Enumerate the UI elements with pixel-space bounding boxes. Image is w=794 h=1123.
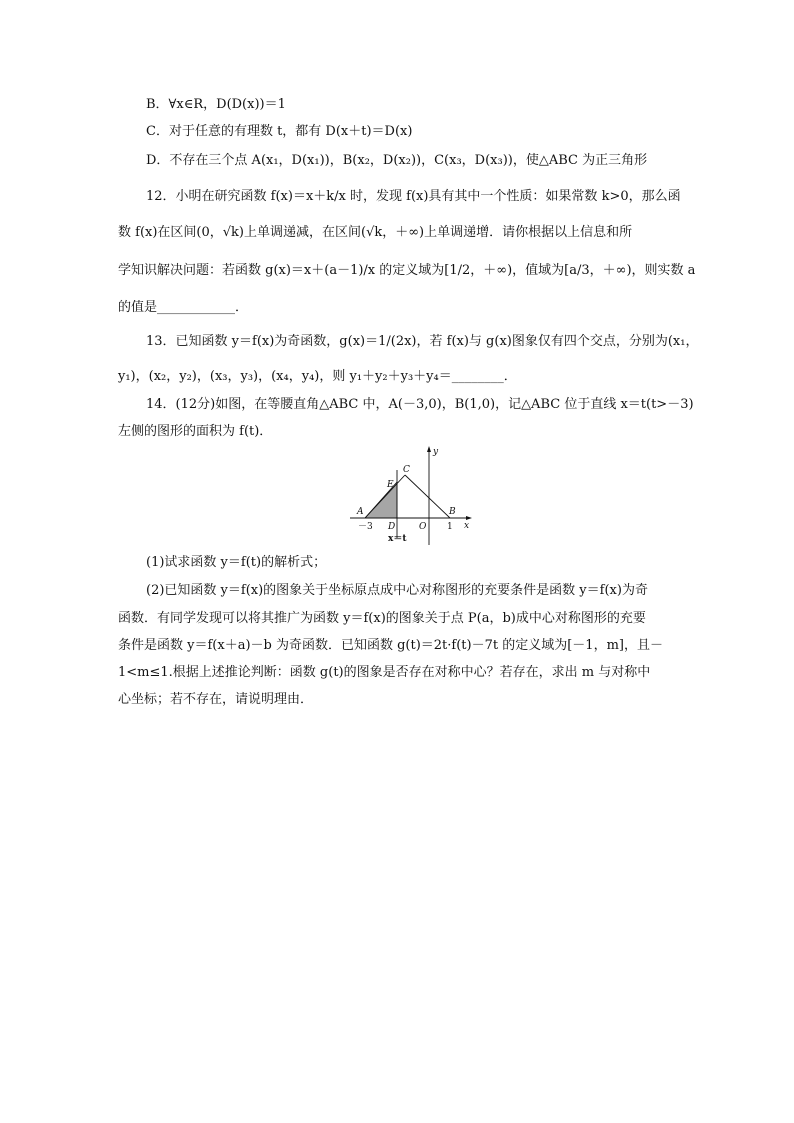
label-d: D: [388, 522, 396, 532]
triangle-figure: [350, 442, 480, 547]
label-c: C: [403, 465, 410, 475]
q14-part2-line-1: (2)已知函数 y＝f(x)的图象关于坐标原点成中心对称图形的充要条件是函数 y＝f(x)为奇: [146, 583, 648, 598]
q14-part2-line-5: 心坐标；若不存在，请说明理由．: [118, 692, 314, 707]
option-b: B．∀x∈R，D(D(x))＝1: [146, 97, 286, 112]
q13-line-2: y₁)，(x₂，y₂)，(x₃，y₃)，(x₄，y₄)，则 y₁＋y₂＋y₃＋y₄＝________．: [118, 369, 517, 384]
x-axis-arrow: [466, 516, 472, 520]
label-x-equals-t: x＝t: [388, 534, 407, 544]
q14-part1: (1)试求函数 y＝f(t)的解析式；: [146, 555, 327, 570]
q14-line-2: 左侧的图形的面积为 f(t)．: [118, 424, 273, 439]
q14-part2-line-4: 1<m≤1.根据上述推论判断：函数 g(t)的图象是否存在对称中心？若存在，求出 m 与对称中: [118, 665, 651, 680]
q13-line-1: 13．已知函数 y＝f(x)为奇函数，g(x)＝1/(2x)，若 f(x)与 g(x)图象仅有四个交点，分别为(x₁，: [146, 334, 699, 349]
label-e: E: [387, 480, 394, 490]
tick-1: 1: [447, 522, 453, 532]
label-b: B: [449, 507, 456, 517]
label-o: O: [419, 522, 427, 532]
label-x: x: [464, 521, 470, 531]
q14-part2-line-3: 条件是函数 y＝f(x＋a)－b 为奇函数．已知函数 g(t)＝2t·f(t)－7t 的定义域为[－1，m]，且－: [118, 638, 663, 653]
q12-line-4: 的值是____________．: [118, 300, 249, 315]
q14-part2-line-2: 函数．有同学发现可以将其推广为函数 y＝f(x)的图象关于点 P(a，b)成中心对称图形的充要: [118, 611, 646, 626]
option-c: C．对于任意的有理数 t，都有 D(x＋t)＝D(x): [146, 124, 413, 139]
q12-line-3: 学知识解决问题：若函数 g(x)＝x＋(a－1)/x 的定义域为[1/2，＋∞)，值域为[a/3，＋∞)，则实数 a: [118, 263, 696, 278]
y-axis-arrow: [427, 446, 431, 452]
option-d: D．不存在三个点 A(x₁，D(x₁))，B(x₂，D(x₂))，C(x₃，D(x₃))，使△ABC 为正三角形: [146, 153, 648, 168]
q14-line-1: 14．(12分)如图，在等腰直角△ABC 中，A(－3,0)，B(1,0)，记△ABC 位于直线 x＝t(t>－3): [146, 397, 694, 412]
q12-line-2: 数 f(x)在区间(0，√k)上单调递减，在区间(√k，＋∞)上单调递增．请你根据以上信息和所: [118, 225, 633, 240]
side-cb: [405, 475, 450, 518]
label-y: y: [433, 447, 439, 457]
label-a: A: [357, 507, 364, 517]
q12-line-1: 12．小明在研究函数 f(x)＝x＋k/x 时，发现 f(x)具有其中一个性质：如果常数 k>0，那么函: [146, 189, 681, 204]
tick-neg3: －3: [358, 522, 373, 532]
